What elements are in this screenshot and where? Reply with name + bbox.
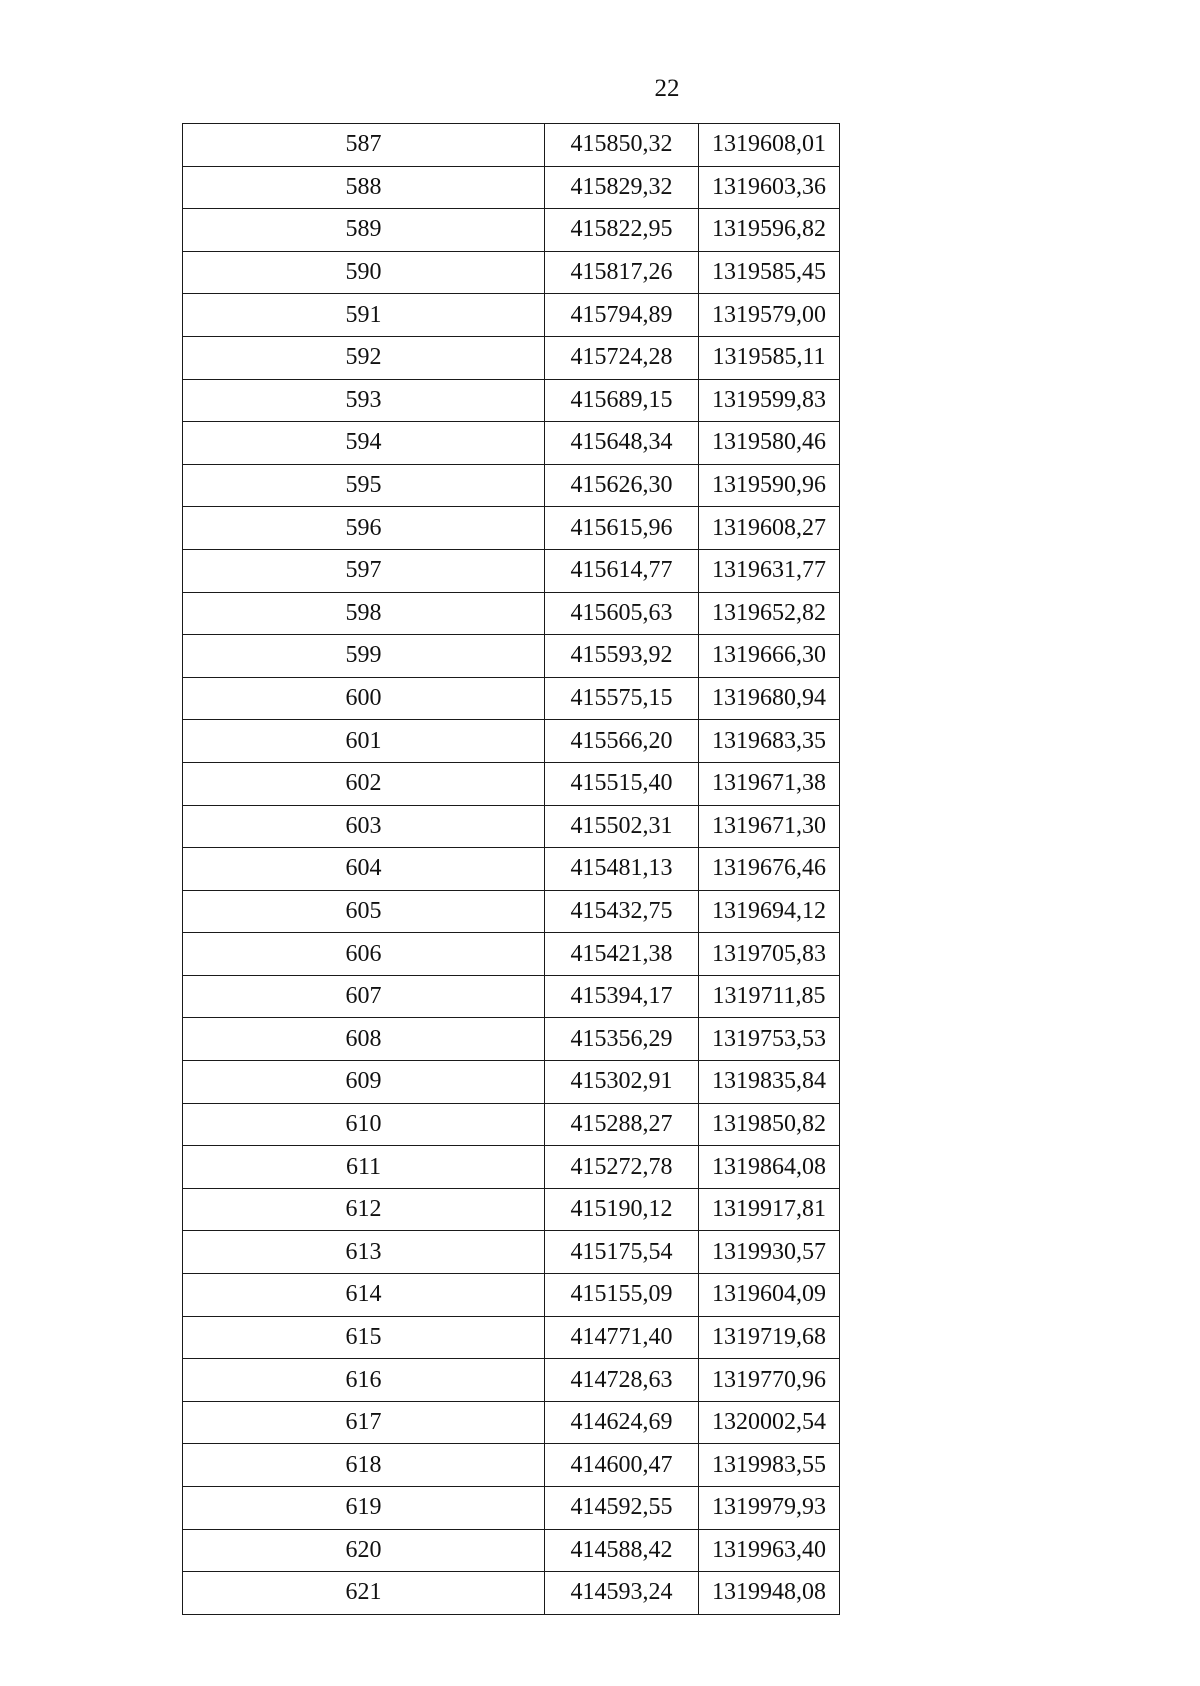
table-row [183,507,840,550]
table-row [183,1444,840,1487]
x-coordinate-cell: 414588,42 [545,1529,699,1572]
y-coordinate-cell: 1319694,12 [699,890,840,933]
point-number-cell: 599 [183,635,545,678]
table-row [183,1487,840,1530]
table-row [183,1274,840,1317]
point-number-cell: 589 [183,209,545,252]
table-row [183,1316,840,1359]
y-coordinate-cell: 1319599,83 [699,379,840,422]
y-coordinate-cell: 1319850,82 [699,1103,840,1146]
point-number-cell: 602 [183,762,545,805]
x-coordinate-cell: 415614,77 [545,549,699,592]
y-coordinate-cell: 1319864,08 [699,1146,840,1189]
point-number-cell: 594 [183,422,545,465]
y-coordinate-cell: 1319596,82 [699,209,840,252]
table-row [183,422,840,465]
x-coordinate-cell: 415850,32 [545,124,699,167]
table-row [183,1188,840,1231]
table-row [183,762,840,805]
point-number-cell: 615 [183,1316,545,1359]
x-coordinate-cell: 415272,78 [545,1146,699,1189]
point-number-cell: 617 [183,1401,545,1444]
table-row [183,805,840,848]
y-coordinate-cell: 1319948,08 [699,1572,840,1615]
point-number-cell: 601 [183,720,545,763]
table-row [183,1146,840,1189]
y-coordinate-cell: 1319585,11 [699,336,840,379]
x-coordinate-cell: 415575,15 [545,677,699,720]
y-coordinate-cell: 1319608,01 [699,124,840,167]
x-coordinate-cell: 415155,09 [545,1274,699,1317]
point-number-cell: 600 [183,677,545,720]
coordinates-table-body [183,124,840,1615]
y-coordinate-cell: 1319585,45 [699,251,840,294]
x-coordinate-cell: 415481,13 [545,848,699,891]
y-coordinate-cell: 1319631,77 [699,549,840,592]
y-coordinate-cell: 1319835,84 [699,1061,840,1104]
point-number-cell: 593 [183,379,545,422]
point-number-cell: 606 [183,933,545,976]
table-row [183,1018,840,1061]
point-number-cell: 613 [183,1231,545,1274]
x-coordinate-cell: 415689,15 [545,379,699,422]
point-number-cell: 621 [183,1572,545,1615]
y-coordinate-cell: 1319770,96 [699,1359,840,1402]
point-number-cell: 587 [183,124,545,167]
point-number-cell: 619 [183,1487,545,1530]
point-number-cell: 611 [183,1146,545,1189]
y-coordinate-cell: 1319671,38 [699,762,840,805]
y-coordinate-cell: 1319979,93 [699,1487,840,1530]
table-row [183,1103,840,1146]
point-number-cell: 614 [183,1274,545,1317]
x-coordinate-cell: 415593,92 [545,635,699,678]
table-row [183,464,840,507]
point-number-cell: 604 [183,848,545,891]
table-row [183,635,840,678]
x-coordinate-cell: 415502,31 [545,805,699,848]
y-coordinate-cell: 1319719,68 [699,1316,840,1359]
point-number-cell: 612 [183,1188,545,1231]
y-coordinate-cell: 1319711,85 [699,975,840,1018]
x-coordinate-cell: 415515,40 [545,762,699,805]
x-coordinate-cell: 415822,95 [545,209,699,252]
x-coordinate-cell: 414593,24 [545,1572,699,1615]
y-coordinate-cell: 1319603,36 [699,166,840,209]
table-row [183,1529,840,1572]
table-row [183,251,840,294]
page-number: 22 [654,75,680,102]
x-coordinate-cell: 414771,40 [545,1316,699,1359]
coordinates-table [182,123,840,1615]
table-row [183,1401,840,1444]
point-number-cell: 596 [183,507,545,550]
x-coordinate-cell: 415566,20 [545,720,699,763]
y-coordinate-cell: 1319963,40 [699,1529,840,1572]
point-number-cell: 597 [183,549,545,592]
table-row [183,379,840,422]
y-coordinate-cell: 1319671,30 [699,805,840,848]
point-number-cell: 592 [183,336,545,379]
point-number-cell: 618 [183,1444,545,1487]
table-row [183,1231,840,1274]
table-row [183,677,840,720]
table-row [183,1572,840,1615]
x-coordinate-cell: 415175,54 [545,1231,699,1274]
point-number-cell: 610 [183,1103,545,1146]
table-row [183,124,840,167]
x-coordinate-cell: 415421,38 [545,933,699,976]
point-number-cell: 590 [183,251,545,294]
x-coordinate-cell: 415615,96 [545,507,699,550]
y-coordinate-cell: 1320002,54 [699,1401,840,1444]
y-coordinate-cell: 1319683,35 [699,720,840,763]
x-coordinate-cell: 414592,55 [545,1487,699,1530]
y-coordinate-cell: 1319666,30 [699,635,840,678]
table-row [183,848,840,891]
x-coordinate-cell: 415724,28 [545,336,699,379]
table-row [183,294,840,337]
x-coordinate-cell: 414600,47 [545,1444,699,1487]
y-coordinate-cell: 1319983,55 [699,1444,840,1487]
point-number-cell: 616 [183,1359,545,1402]
table-row [183,209,840,252]
y-coordinate-cell: 1319917,81 [699,1188,840,1231]
point-number-cell: 607 [183,975,545,1018]
point-number-cell: 609 [183,1061,545,1104]
x-coordinate-cell: 415626,30 [545,464,699,507]
table-row [183,336,840,379]
point-number-cell: 591 [183,294,545,337]
y-coordinate-cell: 1319580,46 [699,422,840,465]
point-number-cell: 603 [183,805,545,848]
y-coordinate-cell: 1319608,27 [699,507,840,550]
y-coordinate-cell: 1319753,53 [699,1018,840,1061]
x-coordinate-cell: 415794,89 [545,294,699,337]
x-coordinate-cell: 415432,75 [545,890,699,933]
table-row [183,166,840,209]
point-number-cell: 605 [183,890,545,933]
table-row [183,890,840,933]
table-row [183,975,840,1018]
table-row [183,1061,840,1104]
x-coordinate-cell: 415288,27 [545,1103,699,1146]
y-coordinate-cell: 1319590,96 [699,464,840,507]
x-coordinate-cell: 415190,12 [545,1188,699,1231]
y-coordinate-cell: 1319579,00 [699,294,840,337]
x-coordinate-cell: 414624,69 [545,1401,699,1444]
point-number-cell: 595 [183,464,545,507]
y-coordinate-cell: 1319604,09 [699,1274,840,1317]
x-coordinate-cell: 415648,34 [545,422,699,465]
y-coordinate-cell: 1319705,83 [699,933,840,976]
x-coordinate-cell: 415356,29 [545,1018,699,1061]
point-number-cell: 608 [183,1018,545,1061]
table-row [183,933,840,976]
x-coordinate-cell: 415394,17 [545,975,699,1018]
x-coordinate-cell: 415605,63 [545,592,699,635]
point-number-cell: 620 [183,1529,545,1572]
y-coordinate-cell: 1319680,94 [699,677,840,720]
table-row [183,592,840,635]
table-row [183,549,840,592]
point-number-cell: 598 [183,592,545,635]
y-coordinate-cell: 1319676,46 [699,848,840,891]
x-coordinate-cell: 414728,63 [545,1359,699,1402]
x-coordinate-cell: 415829,32 [545,166,699,209]
table-row [183,720,840,763]
point-number-cell: 588 [183,166,545,209]
x-coordinate-cell: 415302,91 [545,1061,699,1104]
y-coordinate-cell: 1319930,57 [699,1231,840,1274]
x-coordinate-cell: 415817,26 [545,251,699,294]
table-row [183,1359,840,1402]
y-coordinate-cell: 1319652,82 [699,592,840,635]
